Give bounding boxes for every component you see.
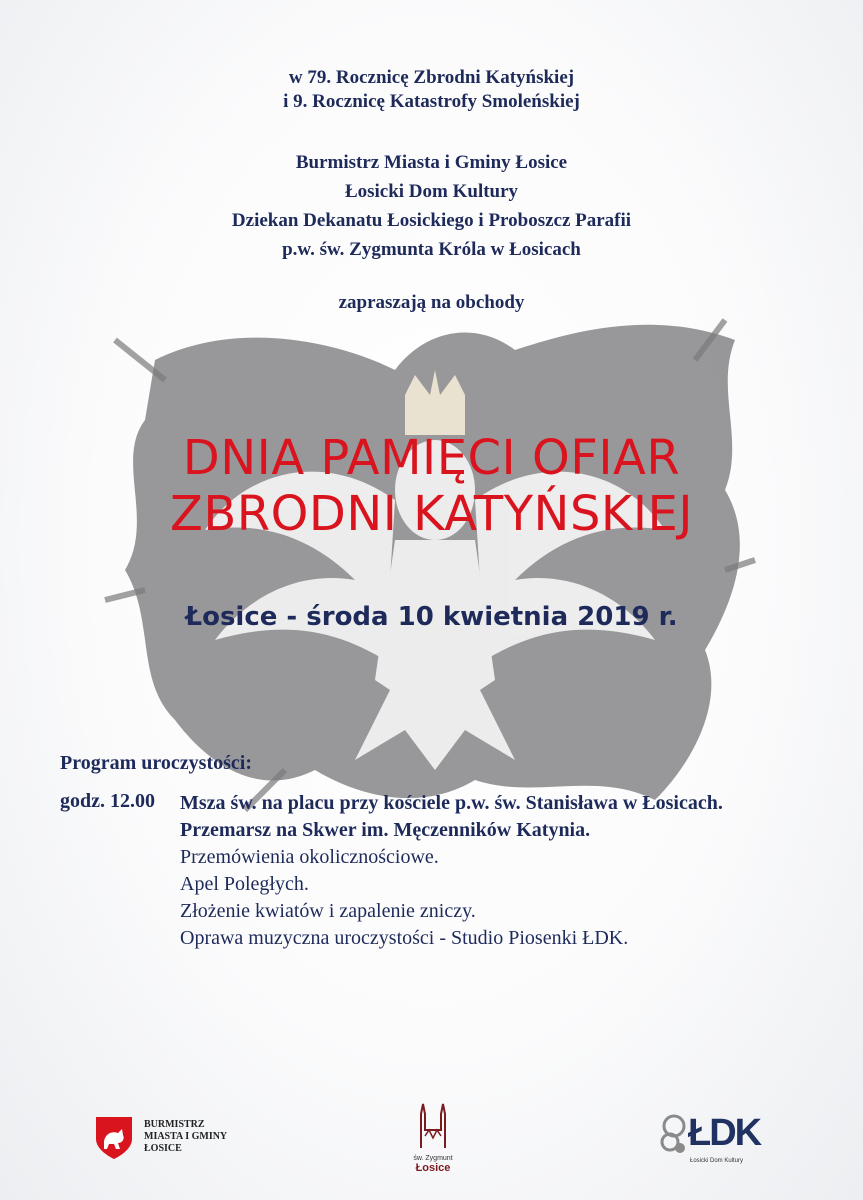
- event-title-line-2: ZBRODNI KATYŃSKIEJ: [169, 486, 694, 542]
- program-item: Przemarsz na Skwer im. Męczenników Katynia.: [180, 819, 591, 841]
- burmistrz-logo: [92, 1113, 228, 1166]
- eagle-emblem-icon: [95, 300, 775, 820]
- program-item: Oprawa muzyczna uroczystości - Studio Piosenki ŁDK.: [180, 927, 629, 949]
- program-time: godz. 12.00: [60, 790, 155, 812]
- event-date: Łosice - środa 10 kwietnia 2019 r.: [185, 602, 678, 632]
- organizer-line: Dziekan Dekanatu Łosickiego i Proboszcz Parafii: [231, 210, 632, 231]
- event-title-line-1: DNIA PAMIĘCI OFIAR: [182, 430, 681, 486]
- invite-text: zapraszają na obchody: [338, 292, 525, 313]
- program-list: [180, 790, 840, 952]
- program-item: Apel Poległych.: [180, 873, 309, 895]
- program-item: Msza św. na placu przy kościele p.w. św. Stanisława w Łosicach.: [180, 792, 723, 814]
- organizer-line: Burmistrz Miasta i Gminy Łosice: [295, 152, 568, 173]
- coat-of-arms-icon: [92, 1113, 136, 1161]
- ldk-logo: [660, 1112, 761, 1164]
- ldk-name: Łosicki Dom Kultury: [690, 1158, 744, 1164]
- organizer-line: p.w. św. Zygmunta Króla w Łosicach: [282, 239, 581, 260]
- event-title: [0, 430, 863, 542]
- organizer-line: Łosicki Dom Kultury: [344, 181, 519, 202]
- church-icon: [413, 1100, 453, 1150]
- program-heading: Program uroczystości:: [60, 752, 252, 774]
- ldk-mark: ŁDK: [688, 1112, 761, 1154]
- parish-logo: św. Zygmunt Łosice: [408, 1100, 458, 1174]
- program-item: Złożenie kwiatów i zapalenie zniczy.: [180, 900, 476, 922]
- burmistrz-logo-text: BURMISTRZ MIASTA I GMINY ŁOSICE: [144, 1119, 228, 1154]
- organizers: [0, 148, 863, 264]
- program-item: Przemówienia okolicznościowe.: [180, 846, 439, 868]
- intro-line-2: i 9. Rocznicę Katastrofy Smoleńskiej: [283, 91, 580, 112]
- intro-line-1: w 79. Rocznicę Zbrodni Katyńskiej: [288, 67, 575, 88]
- intro-text: [0, 66, 863, 114]
